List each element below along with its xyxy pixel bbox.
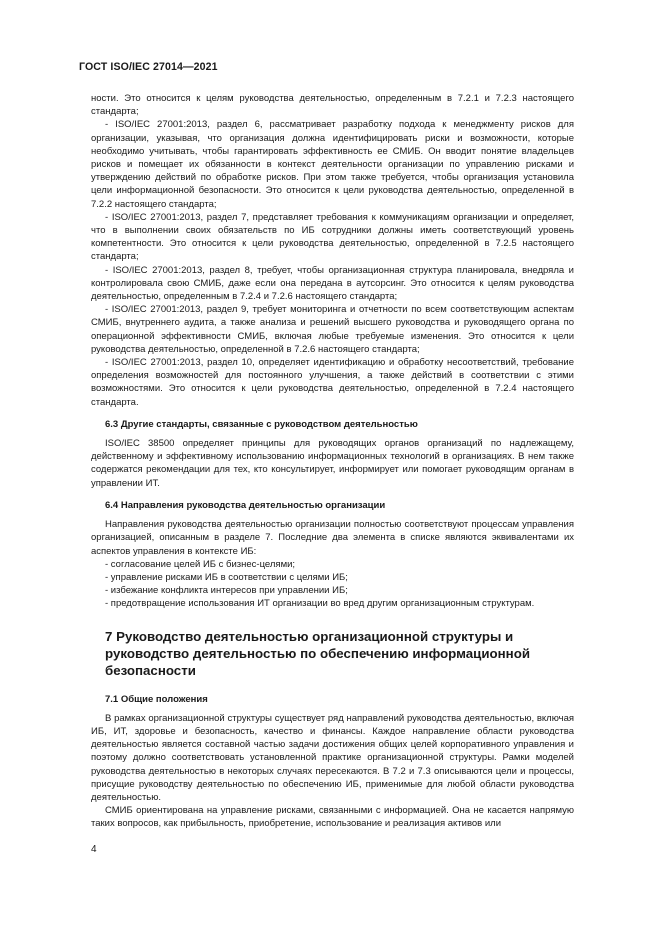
list-item: - избежание конфликта интересов при управлении ИБ; (105, 585, 348, 597)
page-number: 4 (91, 844, 97, 855)
paragraph: ISO/IEC 38500 определяет принципы для руководящих органов организаций по надлежащему, действенному и эффективному использованию информационных технологий в организациях. В нем также содержатся рекомендации для тех, кто консультирует, информирует или помогает руководящим органам в управлении ИТ. (91, 438, 574, 489)
bullet-list (91, 558, 574, 611)
paragraph: Направления руководства деятельностью организации полностью соответствуют процессам управления организацией, описанным в разделе 7. Последние два элемента в списке являются эквивалентами их аспектов управления в контексте ИБ: (91, 519, 574, 557)
list-item: - управление рисками ИБ в соответствии с целями ИБ; (105, 571, 348, 583)
section-heading-6-4: 6.4 Направления руководства деятельностью организации (105, 499, 386, 511)
list-item: - ISO/IEC 27001:2013, раздел 6, рассматривает разработку подхода к менеджменту рисков для организации, указывая, что организация должна идентифицировать риски и возможности, которые необходимо учитывать, чтобы гарантировать эффективность ее СМИБ. Он вводит понятие владельцев рисков и помещает их обязанности в контекст деятельности организации по управлению рисками и утверждению действий по обработке рисков. При этом также требуется, чтобы организация установила цели информационной безопасности. Это относится к цели руководства деятельностью, определенной в 7.2.2 настоящего стандарта; (91, 119, 574, 210)
document-header: ГОСТ ISO/IEC 27014—2021 (79, 61, 218, 73)
page-content (91, 92, 574, 831)
section-heading-6-3: 6.3 Другие стандарты, связанные с руководством деятельностью (105, 418, 418, 430)
list-item: - ISO/IEC 27001:2013, раздел 10, определяет идентификацию и обработку несоответствий, требование определения возможностей для постоянного улучшения, а также действий в соответствии с этими возможностями. Это относится к цели руководства деятельностью, определенной в 7.2.4 настоящего стандарта. (91, 357, 574, 408)
paragraph: ности. Это относится к целям руководства деятельностью, определенным в 7.2.1 и 7.2.3 настоящего стандарта; (91, 93, 574, 118)
list-item: - ISO/IEC 27001:2013, раздел 8, требует, чтобы организационная структура планировала, внедряла и контролировала свою СМИБ, даже если она передана в аутсорсинг. Это относится к целям руководства деятельностью, определенным в 7.2.4 и 7.2.6 настоящего стандарта; (91, 264, 574, 303)
list-item: - согласование целей ИБ с бизнес-целями; (105, 558, 296, 570)
paragraph: В рамках организационной структуры существует ряд направлений руководства деятельностью, включая ИБ, ИТ, здоровье и безопасность, качество и финансы. Каждое направление области руководства деятельностью является составной частью задачи достижения общих целей корпоративного управления и поэтому должно соответствовать установленной практике организационной структуры. Рамки моделей руководства деятельностью в некоторых случаях пересекаются. В 7.2 и 7.3 описываются цели и процессы, присущие руководству деятельностью по обеспечению ИБ, применимые для любой области руководства деятельностью. (91, 712, 574, 803)
list-item: - ISO/IEC 27001:2013, раздел 7, представляет требования к коммуникациям организации и определяет, что в выполнении своих обязательств по ИБ сотрудники должны иметь соответствующий уровень компетентности. Это относится к цели руководства деятельностью, определенной в 7.2.5 настоящего стандарта; (91, 211, 574, 263)
list-item: - предотвращение использования ИТ организации во вред другим организационным структурам. (105, 598, 535, 610)
chapter-heading-7: 7 Руководство деятельностью организационной структуры и руководство деятельностью по обеспечению информационной безопасности (105, 628, 530, 678)
list-item: - ISO/IEC 27001:2013, раздел 9, требует мониторинга и отчетности по всем соответствующим аспектам СМИБ, внутреннего аудита, а также анализа и решений высшего руководства и руководящего органа по операционной эффективности СМИБ, включая любые требуемые изменения. Это относится к цели руководства деятельностью, определенной в 7.2.6 настоящего стандарта; (91, 304, 574, 355)
paragraph: СМИБ ориентирована на управление рисками, связанными с информацией. Она не касается напрямую таких вопросов, как прибыльность, приобретение, использование и реализация активов или (91, 805, 574, 830)
section-heading-7-1: 7.1 Общие положения (105, 693, 208, 705)
